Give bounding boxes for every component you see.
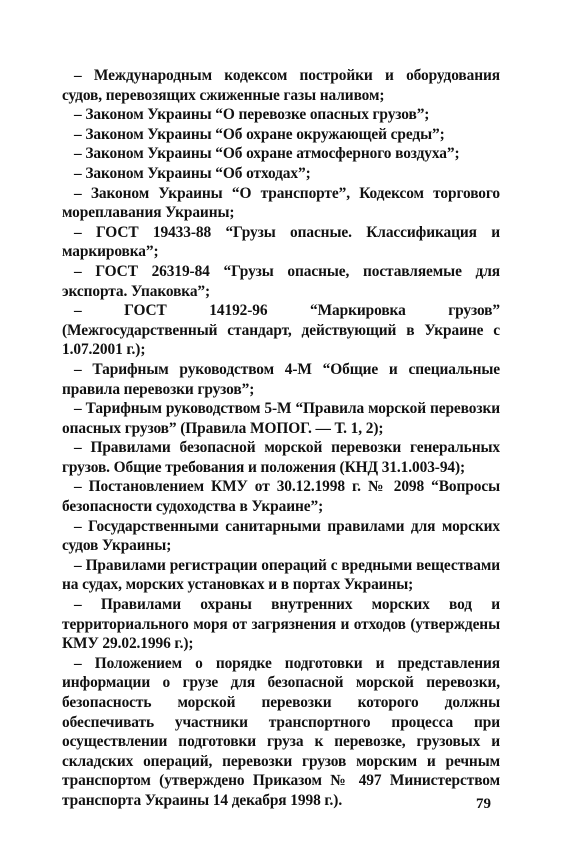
list-item: – Положением о порядке подготовки и представления информации о грузе для безопасной морской перевозки, безопасность морской перевозки которого должны обеспечивать участники транспортного процесса при осуществлении подготовки груза к перевозке, грузовых и складских операций, перевозки грузов морским и речным транспортом (утверждено Приказом № 497 Министерством транспорта Украины 14 декабря 1998 г.). — [62, 654, 500, 809]
list-item: – ГОСТ 26319-84 “Грузы опасные, поставляемые для экспорта. Упаковка”; — [62, 262, 500, 300]
list-item: – Постановлением КМУ от 30.12.1998 г. № 2098 “Вопросы безопасности судоходства в Украине”; — [62, 478, 500, 516]
list-item: – Законом Украины “О перевозке опасных грузов”; — [74, 106, 430, 124]
list-item: – Правилами безопасной морской перевозки генеральных грузов. Общие требования и положения (КНД 31.1.003-94); — [62, 439, 500, 476]
page-body — [62, 66, 500, 811]
list-item: – Законом Украины “Об охране атмосферного воздуха”; — [74, 145, 460, 163]
list-item: – Законом Украины “О транспорте”, Кодексом торгового мореплавания Украины; — [62, 184, 500, 222]
list-item: – Государственными санитарными правилами для морских судов Украины; — [62, 517, 500, 555]
list-item: – Тарифным руководством 5-М “Правила морской перевозки опасных грузов” (Правила МОПОГ. — Т. 1, 2); — [62, 400, 500, 437]
list-item: – Тарифным руководством 4-М “Общие и специальные правила перевозки грузов”; — [62, 360, 500, 398]
list-item: – Законом Украины “Об охране окружающей среды”; — [74, 125, 445, 143]
list-item: – Законом Украины “Об отходах”; — [74, 164, 311, 182]
list-item: – Правилами регистрации операций с вредными веществами на судах, морских установках и в портах Украины; — [62, 556, 500, 594]
list-item: – Правилами охраны внутренних морских вод и территориального моря от загрязнения и отходов (утверждены КМУ 29.02.1996 г.); — [62, 596, 500, 653]
list-item: – ГОСТ 14192-96 “Маркировка грузов” (Межгосударственный стандарт, действующий в Украине с 1.07.2001 г.); — [62, 302, 500, 359]
list-item: – ГОСТ 19433-88 “Грузы опасные. Классификация и маркировка”; — [62, 223, 500, 261]
list-item: – Международным кодексом постройки и оборудования судов, перевозящих сжиженные газы наливом; — [62, 67, 500, 104]
page-number: 79 — [476, 796, 491, 812]
